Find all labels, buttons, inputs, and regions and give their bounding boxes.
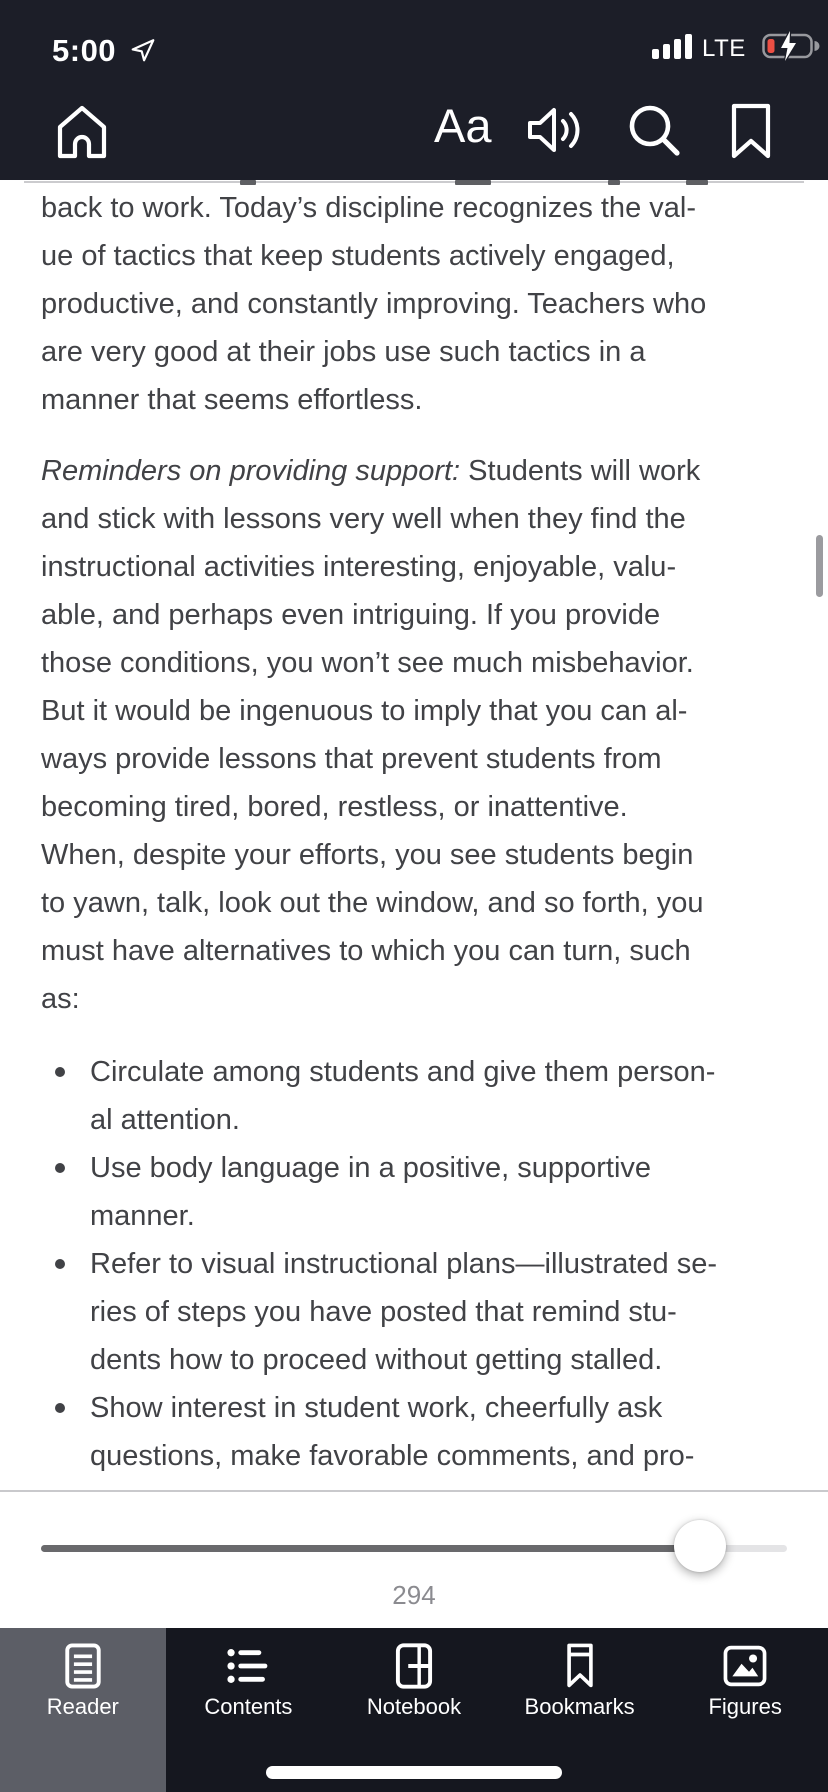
text-line: able, and perhaps even intriguing. If you provide <box>41 599 661 631</box>
text-line: back to work. Today’s discipline recognizes the val- <box>41 192 696 224</box>
progress-slider-knob[interactable] <box>674 1520 726 1572</box>
text-line: Circulate among students and give them person- <box>90 1056 716 1088</box>
text-line: But it would be ingenuous to imply that you can al- <box>41 695 688 727</box>
text-line: as: <box>41 983 80 1015</box>
battery-charging-icon <box>762 30 822 67</box>
tab-figures[interactable] <box>662 1628 828 1792</box>
list-item <box>41 1048 787 1144</box>
text-line: ways provide lessons that prevent students from <box>41 743 662 775</box>
bullet-list <box>41 1048 787 1480</box>
bullet-icon <box>55 1403 65 1413</box>
clipped-text-line <box>455 180 491 185</box>
text-line: becoming tired, bored, restless, or inattentive. <box>41 791 628 823</box>
text-line: and stick with lessons very well when they find the <box>41 503 686 535</box>
text-line: questions, make favorable comments, and pro- <box>90 1440 695 1472</box>
page-number: 294 <box>392 1580 436 1610</box>
bullet-icon <box>55 1067 65 1077</box>
home-button[interactable] <box>54 102 110 167</box>
reading-pane <box>0 180 828 1490</box>
text-line: al attention. <box>90 1104 240 1136</box>
font-settings-button[interactable]: Aa <box>434 99 492 152</box>
reader-icon <box>61 1643 105 1689</box>
contents-icon <box>225 1643 271 1689</box>
text-line: Show interest in student work, cheerfully ask <box>90 1392 663 1424</box>
clipped-text-line <box>686 180 708 185</box>
text-line: productive, and constantly improving. Teachers who <box>41 288 707 320</box>
text-line: Use body language in a positive, supportive <box>90 1152 652 1184</box>
tab-label: Figures <box>708 1694 782 1719</box>
text-line: ries of steps you have posted that remind stu- <box>90 1296 677 1328</box>
list-item <box>41 1384 787 1480</box>
text-line: Reminders on providing support: Students will work <box>41 455 701 487</box>
text-line: to yawn, talk, look out the window, and so forth, you <box>41 887 704 919</box>
home-indicator[interactable] <box>266 1766 562 1779</box>
italic-lead: Reminders on providing support: <box>41 455 461 487</box>
text-line: ue of tactics that keep students actively engaged, <box>41 240 675 272</box>
text-line: dents how to proceed without getting stalled. <box>90 1344 663 1376</box>
clipped-text-line <box>608 180 620 185</box>
tab-label: Contents <box>204 1694 293 1719</box>
list-item <box>41 1240 787 1384</box>
bookmarks-icon <box>561 1643 599 1689</box>
text-line: instructional activities interesting, enjoyable, valu- <box>41 551 677 583</box>
tab-reader[interactable] <box>0 1628 166 1792</box>
book-text <box>41 180 787 1480</box>
bullet-icon <box>55 1259 65 1269</box>
location-arrow-icon <box>130 37 156 68</box>
text-line: are very good at their jobs use such tactics in a <box>41 336 646 368</box>
text-line: must have alternatives to which you can turn, such <box>41 935 691 967</box>
header-bar <box>0 0 828 180</box>
bullet-icon <box>55 1163 65 1173</box>
clipped-text-line <box>240 180 256 185</box>
tab-label: Notebook <box>366 1694 462 1719</box>
paragraph <box>41 447 787 1023</box>
bottom-tab-bar <box>0 1628 828 1792</box>
text-line: manner that seems effortless. <box>41 384 423 416</box>
text-line: those conditions, you won’t see much misbehavior. <box>41 647 694 679</box>
status-time: 5:00 <box>52 33 117 68</box>
cellular-signal-icon <box>652 34 694 65</box>
text-line: manner. <box>90 1200 195 1232</box>
tab-label: Bookmarks <box>524 1694 635 1719</box>
search-button[interactable] <box>626 102 682 163</box>
notebook-icon <box>393 1643 435 1689</box>
list-item <box>41 1144 787 1240</box>
progress-footer <box>0 1490 828 1628</box>
network-type-label: LTE <box>702 35 746 62</box>
scrollbar-thumb[interactable] <box>816 535 823 597</box>
text-line: Refer to visual instructional plans—illustrated se- <box>90 1248 717 1280</box>
paragraph <box>41 184 787 424</box>
bookmark-button[interactable] <box>728 102 774 165</box>
tab-label: Reader <box>46 1694 119 1719</box>
text-line: When, despite your efforts, you see students begin <box>41 839 694 871</box>
read-aloud-button[interactable] <box>524 102 586 163</box>
figures-icon <box>722 1643 768 1689</box>
progress-slider-fill <box>41 1545 700 1552</box>
